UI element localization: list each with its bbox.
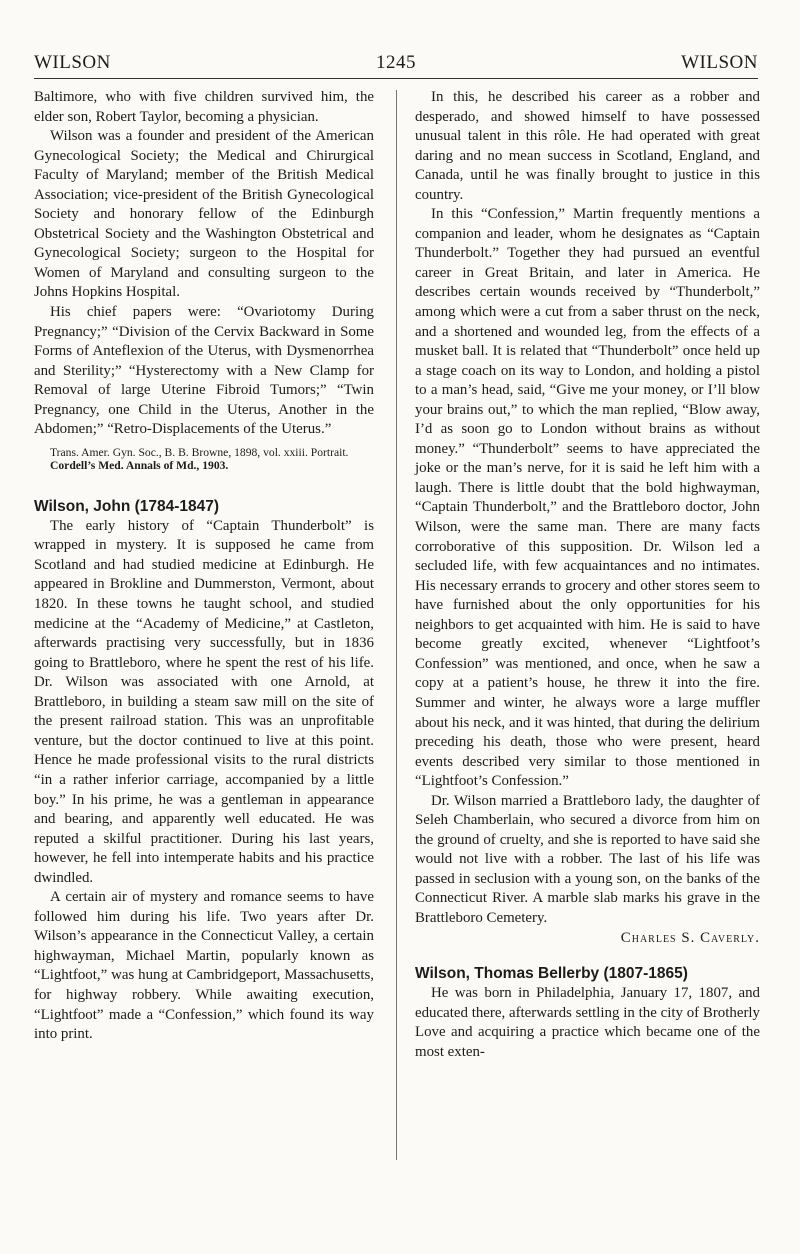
paragraph: His chief papers were: “Ovariotomy During Pregnancy;” “Division of the Cervix Backward in Some Forms of Anteflexion of the Uterus, with Dysmenorrhea and Sterility;” “Hysterectomy with a New Clamp for Removal of large Uterine Fibroid Tumors;” “Twin Pregnancy, one Child in the Uterus, Another in the Abdomen;” “Retro-Displacements of the Uterus.” — [34, 304, 374, 438]
reference: Trans. Amer. Gyn. Soc., B. B. Browne, 1898, vol. xxiii. Portrait. — [50, 445, 349, 459]
author-signature: Charles S. Caverly. — [620, 929, 760, 946]
paragraph: The early history of “Captain Thunderbolt” is wrapped in mystery. It is supposed he came from Scotland and had studied medicine at Edinburgh. He appeared in Brokline and Dummerston, Vermont, about 1820. In these towns he taught school, and studied medicine at the “Academy of Medicine,” at Castleton, afterwards practising very successfully, but in 1836 going to Brattleboro, where he spent the rest of his life. Dr. Wilson was associated with one Arnold, at Brattleboro, in building a steam saw mill on the site of the present railroad station. This was an unprofitable venture, but the doctor continued to live at this point. Hence he made professional visits to the rural districts “in a rather inferior carriage, accompanied by a little boy.” In his prime, he was a gentleman in appearance and bearing, and apparently well educated. He was reputed a skilful practitioner. During his last years, however, he fell into intemperate habits and his practice dwindled. — [34, 517, 374, 886]
header-right-word: WILSON — [681, 52, 758, 73]
right-column — [415, 88, 760, 1062]
running-header — [34, 52, 758, 78]
paragraph: Wilson was a founder and president of the American Gynecological Society; the Medical and Chirurgical Faculty of Maryland; member of the British Medical Association; vice-president of the British Gynecological Society and honorary fellow of the Edinburgh Obstetrical Society and the Washington Obstetrical and Gynecological Society; surgeon to the Hospital for Women of Maryland and consulting surgeon to the Johns Hopkins Hospital. — [34, 128, 374, 301]
reference: Cordell’s Med. Annals of Md., 1903. — [50, 459, 229, 473]
paragraph: Baltimore, who with five children survived him, the elder son, Robert Taylor, becoming a physician. — [34, 89, 374, 125]
column-divider — [396, 90, 397, 1160]
paragraph: In this, he described his career as a robber and desperado, and showed himself to have possessed unusual talent in this rôle. He had operated with great daring and no mean success in Scotland, England, and Canada, until he was finally brought to justice in this country. — [415, 89, 760, 203]
paragraph: He was born in Philadelphia, January 17, 1807, and educated there, afterwards settling in the city of Brotherly Love and acquiring a practice which became one of the most exten- — [415, 985, 760, 1060]
paragraph: A certain air of mystery and romance seems to have followed him during his life. Two years after Dr. Wilson’s appearance in the Connecticut Valley, a certain highwayman, Michael Martin, popularly known as “Lightfoot,” was hung at Cambridgeport, Massachusetts, for highway robbery. While awaiting execution, “Lightfoot” made a “Confession,” which found its way into print. — [34, 889, 374, 1043]
header-left-word: WILSON — [34, 52, 111, 73]
paragraph: Dr. Wilson married a Brattleboro lady, the daughter of Seleh Chamberlain, who secured a divorce from him on the ground of cruelty, and she is reported to have said she would not live with a robber. The last of his life was passed in seclusion with a young son, on the banks of the Connecticut River. A marble slab marks his grave in the Brattleboro Cemetery. — [415, 792, 760, 926]
entry-heading: Wilson, John (1784-1847) — [34, 497, 220, 515]
paragraph: In this “Confession,” Martin frequently mentions a companion and leader, whom he designates as “Captain Thunderbolt.” Together they had pursued an eventful career in Great Britain, and later in America. He describes certain wounds received by “Thunderbolt,” among which were a cut from a saber thrust on the neck, and a shortened and wounded leg, from the effects of a musket ball. It is related that “Thunderbolt” once held up a stage coach on its way to London, and holding a pistol to a man’s head, said, “Give me your money, or I’ll blow your brains out,” to which the man replied, “Blow away, I’d as soon go to London without brains as without money.” “Thunderbolt” seems to have appreciated the joke or the man’s nerve, for it is said he left him with a laugh. There is little doubt that the bold highwayman, “Captain Thunderbolt,” and the Brattleboro doctor, John Wilson, were the same man. There are many facts corroborative of this supposition. Dr. Wilson led a secluded life, with few acquaintances and no intimates. His necessary errands to grocery and other stores seem to have furnished about the only opportunities for his neighbors to get acquainted with him. He is said to have become greatly excited, whenever “Lightfoot’s Confession” was mentioned, and once, when he saw a copy at a patient’s house, he threw it into the fire. Summer and winter, he always wore a large muffler about his neck, and it was hinted, that during the delirium preceding his death, those who were present, heard events described very similar to those mentioned in “Lightfoot’s Confession.” — [415, 206, 760, 790]
references — [34, 446, 374, 473]
entry-heading: Wilson, Thomas Bellerby (1807-1865) — [415, 965, 688, 983]
page-number: 1245 — [376, 52, 416, 73]
left-column — [34, 88, 374, 1045]
header-rule — [34, 78, 758, 79]
